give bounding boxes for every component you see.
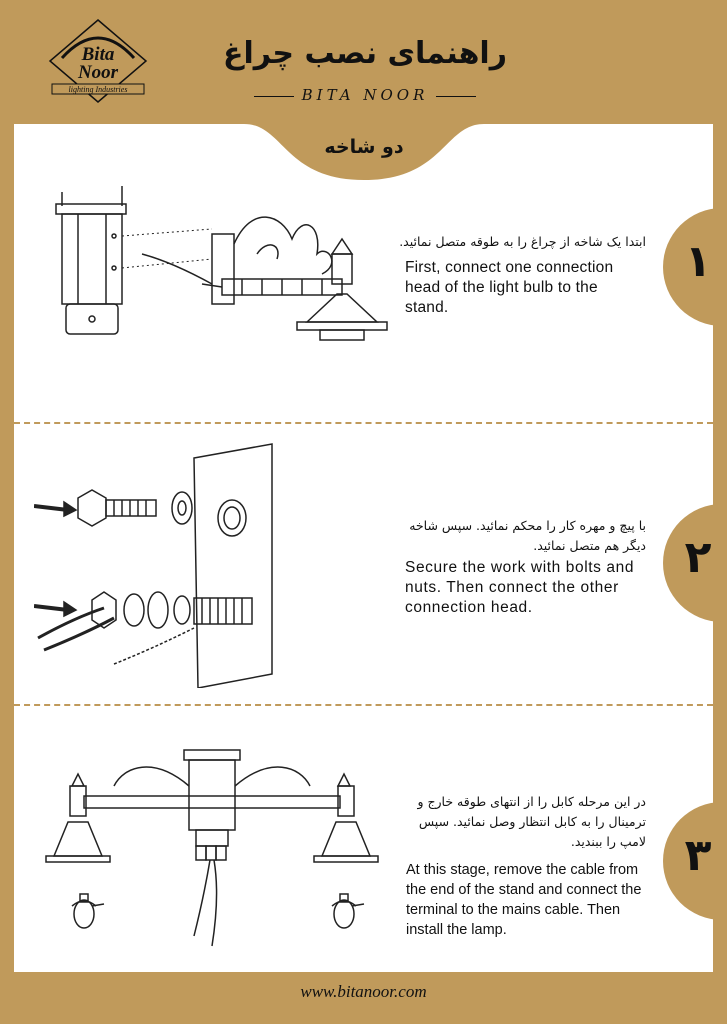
step-2-illustration [34, 438, 394, 688]
step-3-number: ۳ [684, 830, 712, 881]
step-2-text-en: Secure the work with bolts and nuts. Then connect the other connection head. [405, 559, 635, 616]
step-1-text-fa: ابتدا یک شاخه از چراغ را به طوقه متصل نمائید. [399, 234, 646, 249]
step-3-illustration [44, 746, 384, 956]
step-2-text-fa: با پیچ و مهره کار را محکم نمائید. سپس شاخه دیگر هم متصل نمائید. [409, 518, 646, 553]
website-url[interactable]: www.bitanoor.com [300, 982, 427, 1001]
step-1 [14, 124, 713, 420]
section-subtitle: دو شاخه [324, 136, 404, 158]
page-title-fa: راهنمای نصب چراغ [222, 36, 507, 71]
step-2-number: ۲ [684, 532, 712, 583]
step-1-text-en: First, connect one connection head of the light bulb to the stand. [405, 259, 614, 316]
step-2-number-badge [663, 504, 727, 622]
step-3 [14, 706, 713, 972]
step-3-text-fa: در این مرحله کابل را از انتهای طوقه خارج و ترمینال را به کابل انتظار وصل نمائید. سپس لامپ را ببندید. [417, 794, 646, 849]
step-2 [14, 424, 713, 702]
page-title-en [245, 86, 485, 104]
step-1-number-badge [663, 208, 727, 326]
svg-text:Noor: Noor [77, 62, 119, 83]
brand-name: BITA NOOR [301, 86, 429, 104]
step-1-illustration [52, 184, 412, 384]
step-3-number-badge [663, 802, 727, 920]
step-3-text-en: At this stage, remove the cable from the end of the stand and connect the terminal to the mains cable. Then install the lamp. [406, 862, 642, 938]
step-1-number: ۱ [684, 236, 712, 287]
svg-text:Bita: Bita [81, 44, 115, 65]
instruction-panel [14, 124, 713, 972]
bita-noor-logo [48, 18, 148, 104]
svg-text:lighting Industries: lighting Industries [68, 85, 128, 94]
